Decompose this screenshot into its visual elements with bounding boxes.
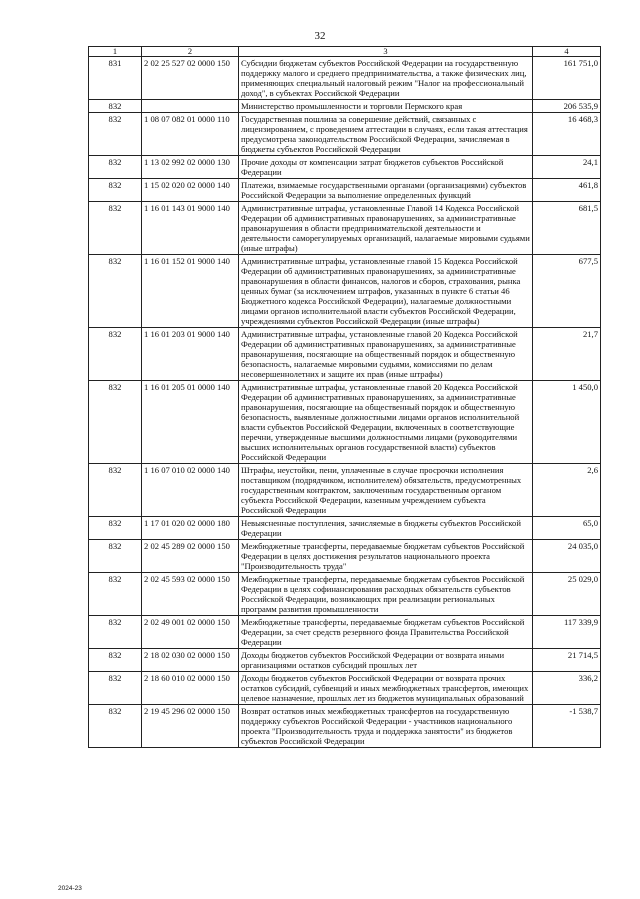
revenue-name-cell: Доходы бюджетов субъектов Российской Федерации от возврата иными организациями остатков субсидий прошлых лет (239, 649, 533, 672)
header-col-4: 4 (533, 47, 601, 57)
revenue-code-cell: 1 17 01 020 02 0000 180 (142, 517, 239, 540)
table-row (89, 517, 601, 540)
revenue-code-cell: 1 16 01 203 01 9000 140 (142, 328, 239, 381)
table-row (89, 57, 601, 100)
table-row (89, 616, 601, 649)
revenue-name-cell: Административные штрафы, установленные главой 20 Кодекса Российской Федерации об административных правонарушениях, за административные правонарушения, посягающие на общественный порядок и общественную безопасность, выявленные должностными лицами органов исполнительной власти субъектов Российской Федерации, включенных в соответствующие перечни, утвержденные высшими должностными лицами (руководителями высших исполнительных органов государственной власти) субъектов Российской Федерации (239, 381, 533, 464)
admin-code-cell: 832 (89, 540, 142, 573)
table-row (89, 100, 601, 113)
table-row (89, 255, 601, 328)
admin-code-cell: 832 (89, 113, 142, 156)
admin-code-cell: 832 (89, 705, 142, 748)
admin-code-cell: 832 (89, 517, 142, 540)
table-row (89, 113, 601, 156)
revenue-table (88, 46, 601, 748)
revenue-code-cell: 2 02 25 527 02 0000 150 (142, 57, 239, 100)
revenue-code-cell: 1 15 02 020 02 0000 140 (142, 179, 239, 202)
admin-code-cell: 832 (89, 328, 142, 381)
amount-cell: 21 714,5 (533, 649, 601, 672)
admin-code-cell: 832 (89, 616, 142, 649)
revenue-code-cell: 1 16 01 205 01 0000 140 (142, 381, 239, 464)
revenue-code-cell: 2 18 02 030 02 0000 150 (142, 649, 239, 672)
revenue-name-cell: Министерство промышленности и торговли Пермского края (239, 100, 533, 113)
amount-cell: 2,6 (533, 464, 601, 517)
amount-cell: 681,5 (533, 202, 601, 255)
revenue-code-cell: 1 08 07 082 01 0000 110 (142, 113, 239, 156)
revenue-name-cell: Возврат остатков иных межбюджетных трансфертов на государственную поддержку субъектов Российской Федерации - участников национального проекта "Производительность труда и поддержка занятости" из бюджетов субъектов Российской Федерации (239, 705, 533, 748)
revenue-name-cell: Государственная пошлина за совершение действий, связанных с лицензированием, с проведением аттестации в случаях, если такая аттестация предусмотрена законодательством Российской Федерации, зачисляемая в бюджеты субъектов Российской Федерации (239, 113, 533, 156)
table-row (89, 573, 601, 616)
amount-cell: -1 538,7 (533, 705, 601, 748)
admin-code-cell: 832 (89, 381, 142, 464)
revenue-name-cell: Межбюджетные трансферты, передаваемые бюджетам субъектов Российской Федерации, за счет средств резервного фонда Правительства Российской Федерации (239, 616, 533, 649)
admin-code-cell: 832 (89, 573, 142, 616)
revenue-name-cell: Субсидии бюджетам субъектов Российской Федерации на государственную поддержку малого и среднего предпринимательства, а также физических лиц, применяющих специальный налоговый режим "Налог на профессиональный доход", в субъектах Российской Федерации (239, 57, 533, 100)
amount-cell: 161 751,0 (533, 57, 601, 100)
amount-cell: 16 468,3 (533, 113, 601, 156)
admin-code-cell: 832 (89, 156, 142, 179)
amount-cell: 461,8 (533, 179, 601, 202)
footer-code: 2024-23 (58, 885, 82, 892)
revenue-code-cell: 2 19 45 296 02 0000 150 (142, 705, 239, 748)
table-row (89, 156, 601, 179)
admin-code-cell: 832 (89, 464, 142, 517)
revenue-code-cell: 2 02 45 593 02 0000 150 (142, 573, 239, 616)
amount-cell: 24,1 (533, 156, 601, 179)
revenue-name-cell: Межбюджетные трансферты, передаваемые бюджетам субъектов Российской Федерации в целях достижения результатов национального проекта "Производительность труда" (239, 540, 533, 573)
amount-cell: 25 029,0 (533, 573, 601, 616)
revenue-name-cell: Административные штрафы, установленные главой 20 Кодекса Российской Федерации об административных правонарушениях, за административные правонарушения, посягающие на общественный порядок и общественную безопасность, налагаемые мировыми судьями, комиссиями по делам несовершеннолетних и защите их прав (иные штрафы) (239, 328, 533, 381)
revenue-name-cell: Штрафы, неустойки, пени, уплаченные в случае просрочки исполнения поставщиком (подрядчиком, исполнителем) обязательств, предусмотренных государственным контрактом, заключенным государственным органом субъекта Российской Федерации, казенным учреждением субъекта Российской Федерации (239, 464, 533, 517)
table-row (89, 328, 601, 381)
admin-code-cell: 832 (89, 255, 142, 328)
amount-cell: 65,0 (533, 517, 601, 540)
revenue-name-cell: Прочие доходы от компенсации затрат бюджетов субъектов Российской Федерации (239, 156, 533, 179)
header-col-1: 1 (89, 47, 142, 57)
revenue-code-cell: 1 16 07 010 02 0000 140 (142, 464, 239, 517)
table-row (89, 381, 601, 464)
admin-code-cell: 832 (89, 672, 142, 705)
amount-cell: 677,5 (533, 255, 601, 328)
amount-cell: 336,2 (533, 672, 601, 705)
admin-code-cell: 832 (89, 100, 142, 113)
admin-code-cell: 832 (89, 202, 142, 255)
amount-cell: 1 450,0 (533, 381, 601, 464)
amount-cell: 24 035,0 (533, 540, 601, 573)
revenue-name-cell: Доходы бюджетов субъектов Российской Федерации от возврата прочих остатков субсидий, субвенций и иных межбюджетных трансфертов, имеющих целевое назначение, прошлых лет из бюджетов муниципальных образований (239, 672, 533, 705)
amount-cell: 117 339,9 (533, 616, 601, 649)
table-row (89, 705, 601, 748)
table-row (89, 649, 601, 672)
revenue-code-cell: 1 16 01 143 01 9000 140 (142, 202, 239, 255)
amount-cell: 206 535,9 (533, 100, 601, 113)
table-header-row (89, 47, 601, 57)
revenue-code-cell (142, 100, 239, 113)
revenue-name-cell: Межбюджетные трансферты, передаваемые бюджетам субъектов Российской Федерации в целях софинансирования расходных обязательств субъектов Российской Федерации, возникающих при реализации региональных программ развития промышленности (239, 573, 533, 616)
table-row (89, 464, 601, 517)
revenue-code-cell: 1 13 02 992 02 0000 130 (142, 156, 239, 179)
header-col-2: 2 (142, 47, 239, 57)
amount-cell: 21,7 (533, 328, 601, 381)
table-row (89, 540, 601, 573)
page-number: 32 (314, 30, 326, 42)
table-row (89, 672, 601, 705)
table-row (89, 202, 601, 255)
revenue-code-cell: 2 02 49 001 02 0000 150 (142, 616, 239, 649)
revenue-code-cell: 1 16 01 152 01 9000 140 (142, 255, 239, 328)
table-row (89, 179, 601, 202)
admin-code-cell: 831 (89, 57, 142, 100)
admin-code-cell: 832 (89, 649, 142, 672)
revenue-code-cell: 2 18 60 010 02 0000 150 (142, 672, 239, 705)
revenue-name-cell: Административные штрафы, установленные главой 15 Кодекса Российской Федерации об административных правонарушениях, за административные правонарушения в области финансов, налогов и сборов, страхования, рынка ценных бумаг (за исключением штрафов, указанных в пункте 6 статьи 46 Бюджетного кодекса Российской Федерации), налагаемые должностными лицами органов исполнительной власти субъектов Российской Федерации, учреждениями субъектов Российской Федерации (иные штрафы) (239, 255, 533, 328)
revenue-name-cell: Невыясненные поступления, зачисляемые в бюджеты субъектов Российской Федерации (239, 517, 533, 540)
revenue-name-cell: Платежи, взимаемые государственными органами (организациями) субъектов Российской Федерации за выполнение определенных функций (239, 179, 533, 202)
header-col-3: 3 (239, 47, 533, 57)
revenue-name-cell: Административные штрафы, установленные Главой 14 Кодекса Российской Федерации об административных правонарушениях, за административные правонарушения в области предпринимательской деятельности и деятельности саморегулируемых организаций, налагаемые мировыми судьями (иные штрафы) (239, 202, 533, 255)
admin-code-cell: 832 (89, 179, 142, 202)
revenue-code-cell: 2 02 45 289 02 0000 150 (142, 540, 239, 573)
